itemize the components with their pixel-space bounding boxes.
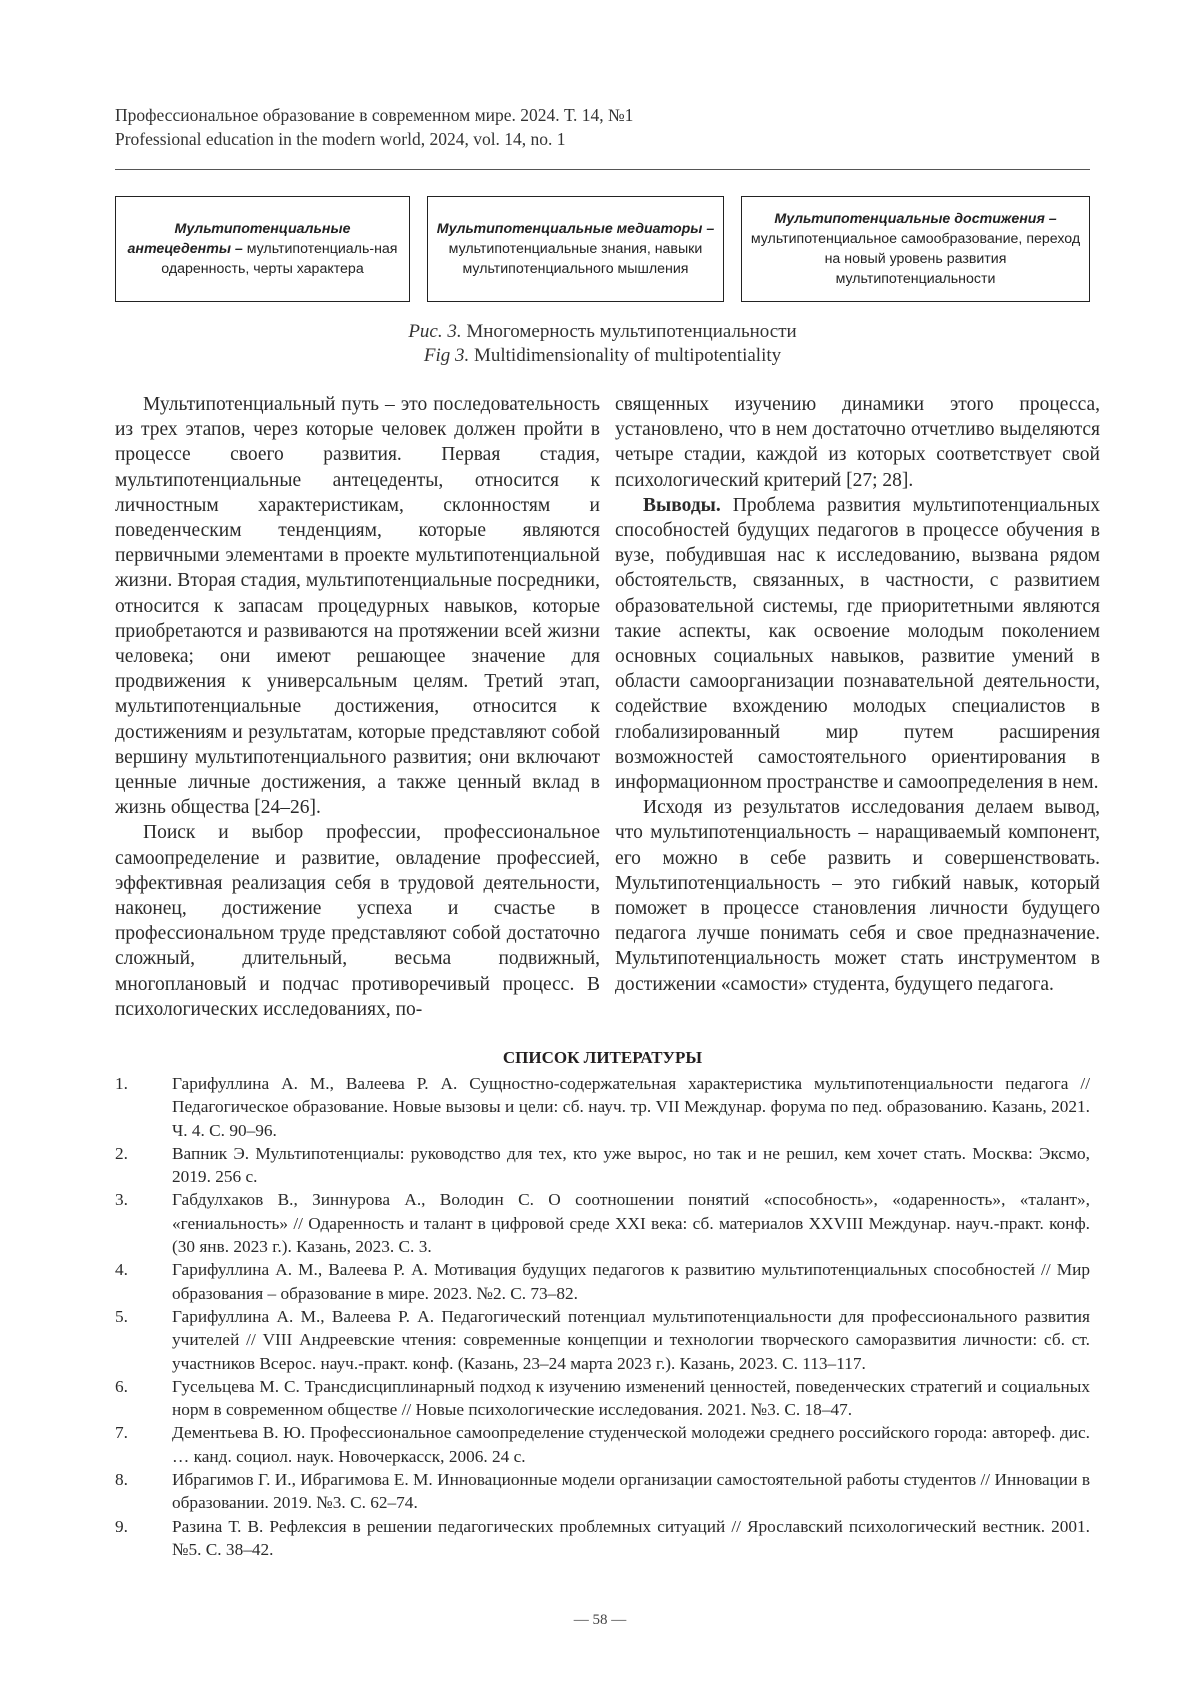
paragraph: Мультипотенциальный путь – это последовательность из трех этапов, через которые человек должен пройти в процессе своего развития. Первая стадия, мультипотенциальные антецеденты, относится к личностным характеристикам, склонностям и поведенческим тенденциям, которые являются первичными элементами в проекте мультипотенциальной жизни. Вторая стадия, мультипотенциальные посредники, относится к запасам процедурных навыков, которые приобретаются и развиваются на протяжении всей жизни человека; они имеют решающее значение для продвижения к универсальным целям. Третий этап, мультипотенциальные достижения, относится к достижениям и результатам, которые представляют собой вершину мультипотенциального развития; они включают ценные личные достижения, а также ценный вклад в жизнь общества [24–26]. xyxy=(115,394,600,819)
running-header xyxy=(115,103,1090,151)
reference-text: Гарифуллина А. М., Валеева Р. А. Сущностно-содержательная характеристика мультипотенциальности педагога // Педагогическое образование. Новые вызовы и цели: сб. науч. тр. VII Междунар. форума по пед. образованию. Казань, 2021. Ч. 4. С. 90–96. xyxy=(172,1074,1090,1140)
reference-item xyxy=(115,1421,1090,1468)
header-journal-ru: Профессиональное образование в современном мире. 2024. Т. 14, №1 xyxy=(115,105,634,125)
reference-text: Ибрагимов Г. И., Ибрагимова Е. М. Инновационные модели организации самостоятельной работы студентов // Инновации в образовании. 2019. №3. С. 62–74. xyxy=(172,1470,1090,1513)
reference-item xyxy=(115,1515,1090,1562)
header-divider xyxy=(115,169,1090,170)
paragraph-continuation: священных изучению динамики этого процесса, установлено, что в нем достаточно отчетливо выделяются четыре стадии, каждой из которых соответствует свой психологический критерий [27; 28]. xyxy=(615,394,1100,491)
caption-ru-text: Многомерность мультипотенциальности xyxy=(461,321,797,342)
figure-caption xyxy=(115,320,1090,368)
page-number: — 58 — xyxy=(573,1612,627,1628)
reference-text: Габдулхаков В., Зиннурова А., Володин С. О соотношении понятий «способность», «одаренность», «талант», «гениальность» // Одаренность и талант в цифровой среде XXI века: сб. материалов XXVIII Междунар. науч.-практ. конф. (30 янв. 2023 г.). Казань, 2023. С. 3. xyxy=(172,1190,1090,1257)
reference-text: Разина Т. В. Рефлексия в решении педагогических проблемных ситуаций // Ярославский психологический вестник. 2001. №5. С. 38–42. xyxy=(172,1516,1090,1559)
reference-number: 1. xyxy=(115,1074,128,1093)
conclusions-label: Выводы. xyxy=(643,494,721,516)
reference-item xyxy=(115,1142,1090,1189)
conclusions-text: Проблема развития мультипотенциальных способностей будущих педагогов в процессе обучения в вузе, побудившая нас к исследованию, вызвана рядом обстоятельств, связанных, в частности, с развитием образовательной системы, где приоритетными являются такие аспекты, как освоение молодым поколением основных социальных навыков, развитие умений в области самоорганизации познавательной деятельности, содействие вхождению молодых специалистов в глобализированный мир путем расширения возможностей самостоятельного ориентирования в информационном пространстве и самоопределения в нем. xyxy=(615,494,1100,794)
caption-en-text: Multidimensionality of multipotentiality xyxy=(469,345,782,366)
reference-item xyxy=(115,1258,1090,1305)
reference-number: 8. xyxy=(115,1470,128,1490)
reference-number: 5. xyxy=(115,1306,128,1326)
reference-text: Дементьева В. Ю. Профессиональное самоопределение студенческой молодежи среднего российского города: автореф. дис. … канд. социол. наук. Новочеркасск, 2006. 24 с. xyxy=(172,1423,1090,1466)
box-title: Мультипотенциальные медиаторы xyxy=(436,221,703,237)
reference-text: Вапник Э. Мультипотенциалы: руководство для тех, кто уже вырос, но так и не решил, кем хочет стать. Москва: Эксмо, 2019. 256 с. xyxy=(172,1143,1090,1187)
box-text: мультипотенциальные знания, навыки мультипотенциального мышления xyxy=(448,241,703,277)
conclusions-paragraph xyxy=(615,493,1100,795)
caption-ru xyxy=(115,320,1090,344)
box-text: мультипотенциаль-ная одаренность, черты характера xyxy=(161,241,398,277)
caption-en xyxy=(115,344,1090,368)
reference-number: 4. xyxy=(115,1260,128,1280)
paragraph: Исходя из результатов исследования делаем вывод, что мультипотенциальность – наращиваемый компонент, его можно в себе развить и совершенствовать. Мультипотенциальность – это гибкий навык, который поможет в процессе становления личности будущего педагога лучше понимать себя и свое предназначение. Мультипотенциальность может стать инструментом в достижении «самости» студента, будущего педагога. xyxy=(615,797,1100,995)
box-dash: – xyxy=(1044,211,1057,227)
reference-item xyxy=(115,1468,1090,1515)
reference-number: 2. xyxy=(115,1143,128,1163)
header-journal-en: Professional education in the modern world, 2024, vol. 14, no. 1 xyxy=(115,129,566,149)
reference-item xyxy=(115,1305,1090,1375)
reference-item xyxy=(115,1188,1090,1258)
figure-box-mediators xyxy=(427,196,724,302)
references-heading: СПИСОК ЛИТЕРАТУРЫ xyxy=(502,1048,703,1067)
reference-text: Гарифуллина А. М., Валеева Р. А. Педагогический потенциал мультипотенциальности для профессионального развития учителей // VIII Андреевские чтения: современные концепции и технологии творческого саморазвития личности: сб. ст. участников Всерос. науч.-практ. конф. (Казань, 23–24 марта 2023 г.). Казань, 2023. С. 113–117. xyxy=(172,1306,1090,1373)
box-dash: – xyxy=(230,241,247,257)
body-column-right xyxy=(615,392,1100,997)
reference-item xyxy=(115,1072,1090,1142)
reference-item xyxy=(115,1375,1090,1422)
figure-box-achievements xyxy=(741,196,1090,302)
references-list xyxy=(115,1072,1090,1561)
reference-text: Гарифуллина А. М., Валеева Р. А. Мотивация будущих педагогов к развитию мультипотенциальных способностей // Мир образования – образование в мире. 2023. №2. С. 73–82. xyxy=(172,1260,1090,1303)
reference-number: 6. xyxy=(115,1376,128,1396)
reference-number: 7. xyxy=(115,1423,128,1443)
reference-number: 3. xyxy=(115,1190,128,1210)
box-title: Мультипотенциальные достижения xyxy=(774,211,1045,227)
box-dash: – xyxy=(702,221,715,237)
figure-box-antecedents xyxy=(115,196,410,302)
caption-ru-label: Рис. 3. xyxy=(408,321,462,342)
caption-en-label: Fig 3. xyxy=(423,345,470,366)
body-column-left xyxy=(115,392,600,1022)
reference-text: Гусельцева М. С. Трансдисциплинарный подход к изучению изменений ценностей, поведенческих стратегий и социальных норм в современном обществе // Новые психологические исследования. 2021. №3. С. 18–47. xyxy=(172,1376,1090,1420)
paragraph: Поиск и выбор профессии, профессиональное самоопределение и развитие, овладение профессией, эффективная реализация себя в трудовой деятельности, наконец, достижение успеха и счастье в профессиональном труде представляют собой достаточно сложный, длительный, весьма подвижный, многоплановый и подчас противоречивый процесс. В психологических исследованиях, по- xyxy=(115,822,600,1020)
box-title: Мультипотенциальные антецеденты xyxy=(127,221,351,257)
reference-number: 9. xyxy=(115,1516,128,1536)
box-text: мультипотенциальное самообразование, переход на новый уровень развития мультипотенциальности xyxy=(750,231,1081,287)
